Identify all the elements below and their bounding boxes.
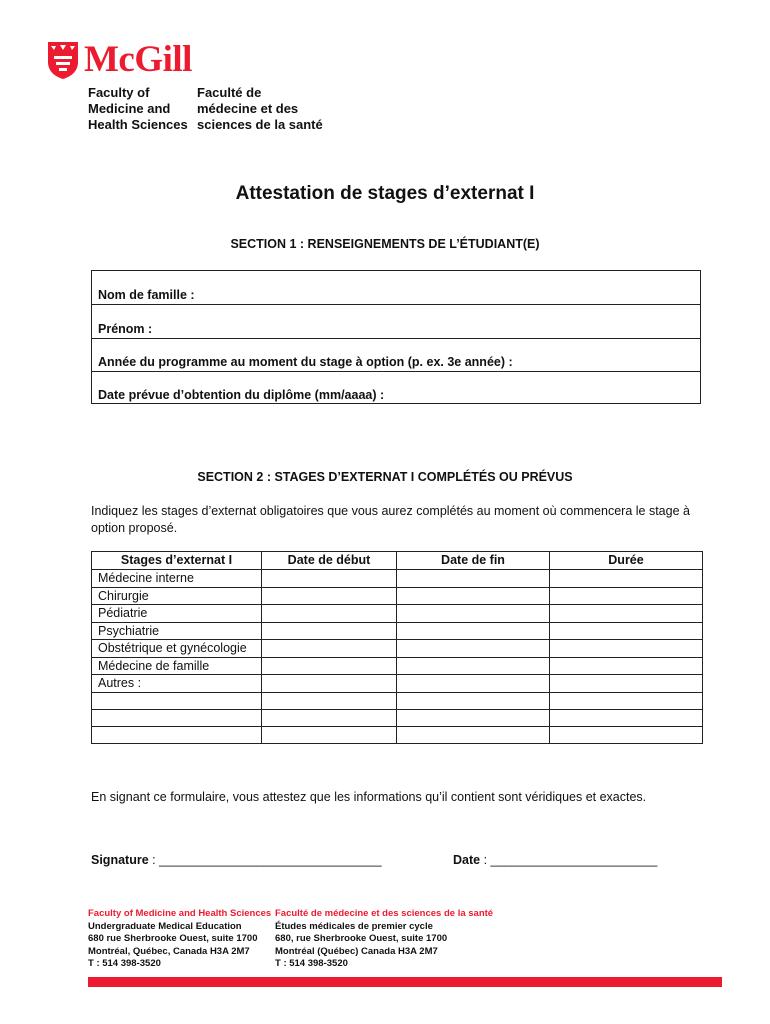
start-date-cell[interactable]: [262, 587, 397, 605]
faculty-name-fr: Faculté de médecine et des sciences de la santé: [197, 85, 323, 132]
end-date-cell[interactable]: [397, 622, 550, 640]
field-graduation-date[interactable]: Date prévue d’obtention du diplôme (mm/aaaa) :: [98, 388, 385, 402]
end-date-cell[interactable]: [397, 726, 550, 743]
stage-name-cell: Chirurgie: [92, 587, 262, 605]
date-label: Date: [453, 853, 481, 867]
table-row: [92, 657, 703, 675]
table-row: [92, 675, 703, 693]
start-date-cell[interactable]: [262, 709, 397, 726]
stage-name-cell: Obstétrique et gynécologie: [92, 640, 262, 658]
duration-cell[interactable]: [550, 605, 703, 623]
column-header-stage: Stages d’externat I: [92, 552, 262, 570]
mcgill-wordmark: McGill: [84, 39, 192, 80]
start-date-cell[interactable]: [262, 657, 397, 675]
stage-name-cell: Médecine interne: [92, 570, 262, 588]
start-date-cell[interactable]: [262, 726, 397, 743]
end-date-cell[interactable]: [397, 657, 550, 675]
end-date-cell[interactable]: [397, 605, 550, 623]
footer-address-en: Faculty of Medicine and Health Sciences Undergraduate Medical Education 680 rue Sherbrooke Ouest, suite 1700 Montréal, Québec, Canada H3A 2M7 T : 514 398-3520: [88, 908, 272, 969]
column-header-duration: Durée: [550, 552, 703, 570]
signature-field[interactable]: [91, 853, 382, 867]
date-line[interactable]: : ________________________: [483, 853, 658, 867]
duration-cell[interactable]: [550, 587, 703, 605]
field-program-year[interactable]: Année du programme au moment du stage à option (p. ex. 3e année) :: [98, 355, 513, 369]
section2-instructions: Indiquez les stages d’externat obligatoires que vous aurez complétés au moment où commencera le stage à option proposé.: [91, 504, 690, 535]
start-date-cell[interactable]: [262, 605, 397, 623]
table-header-row: [92, 552, 703, 570]
duration-cell[interactable]: [550, 640, 703, 658]
section2-heading: SECTION 2 : STAGES D’EXTERNAT I COMPLÉTÉS OU PRÉVUS: [197, 470, 573, 484]
signature-line[interactable]: : ________________________________: [152, 853, 382, 867]
footer-address-fr: Faculté de médecine et des sciences de la santé Études médicales de premier cycle 680, rue Sherbrooke Ouest, suite 1700 Montréal (Québec) Canada H3A 2M7 T : 514 398-3520: [275, 908, 494, 969]
date-field[interactable]: [453, 853, 657, 867]
end-date-cell[interactable]: [397, 587, 550, 605]
table-row: [92, 726, 703, 743]
table-row: [92, 692, 703, 709]
attestation-text: En signant ce formulaire, vous attestez que les informations qu’il contient sont véridiques et exactes.: [91, 790, 647, 804]
stage-name-cell[interactable]: [92, 709, 262, 726]
end-date-cell[interactable]: [397, 692, 550, 709]
student-info-box: [91, 270, 701, 404]
duration-cell[interactable]: [550, 675, 703, 693]
duration-cell[interactable]: [550, 570, 703, 588]
document-title: Attestation de stages d’externat I: [235, 183, 535, 204]
signature-label: Signature: [91, 853, 149, 867]
column-header-end-date: Date de fin: [397, 552, 550, 570]
duration-cell[interactable]: [550, 657, 703, 675]
table-row: [92, 640, 703, 658]
duration-cell[interactable]: [550, 726, 703, 743]
start-date-cell[interactable]: [262, 622, 397, 640]
stage-name-cell: Autres :: [92, 675, 262, 693]
footer-red-bar: [88, 977, 722, 987]
stages-table: [91, 551, 703, 744]
start-date-cell[interactable]: [262, 675, 397, 693]
mcgill-shield-logo: [46, 40, 80, 80]
end-date-cell[interactable]: [397, 640, 550, 658]
divider: [92, 304, 700, 305]
start-date-cell[interactable]: [262, 640, 397, 658]
table-row: [92, 605, 703, 623]
end-date-cell[interactable]: [397, 709, 550, 726]
table-row: [92, 622, 703, 640]
stage-name-cell[interactable]: [92, 692, 262, 709]
start-date-cell[interactable]: [262, 692, 397, 709]
start-date-cell[interactable]: [262, 570, 397, 588]
table-row: [92, 587, 703, 605]
stage-name-cell: Pédiatrie: [92, 605, 262, 623]
stage-name-cell[interactable]: [92, 726, 262, 743]
field-first-name[interactable]: Prénom :: [98, 322, 153, 336]
table-row: [92, 570, 703, 588]
section1-heading: SECTION 1 : RENSEIGNEMENTS DE L’ÉTUDIANT(E): [230, 237, 540, 251]
divider: [92, 338, 700, 339]
duration-cell[interactable]: [550, 622, 703, 640]
duration-cell[interactable]: [550, 692, 703, 709]
stage-name-cell: Psychiatrie: [92, 622, 262, 640]
end-date-cell[interactable]: [397, 570, 550, 588]
table-row: [92, 709, 703, 726]
duration-cell[interactable]: [550, 709, 703, 726]
field-last-name[interactable]: Nom de famille :: [98, 288, 195, 302]
stage-name-cell: Médecine de famille: [92, 657, 262, 675]
end-date-cell[interactable]: [397, 675, 550, 693]
divider: [92, 371, 700, 372]
faculty-name-en: Faculty of Medicine and Health Sciences: [88, 85, 188, 132]
column-header-start-date: Date de début: [262, 552, 397, 570]
